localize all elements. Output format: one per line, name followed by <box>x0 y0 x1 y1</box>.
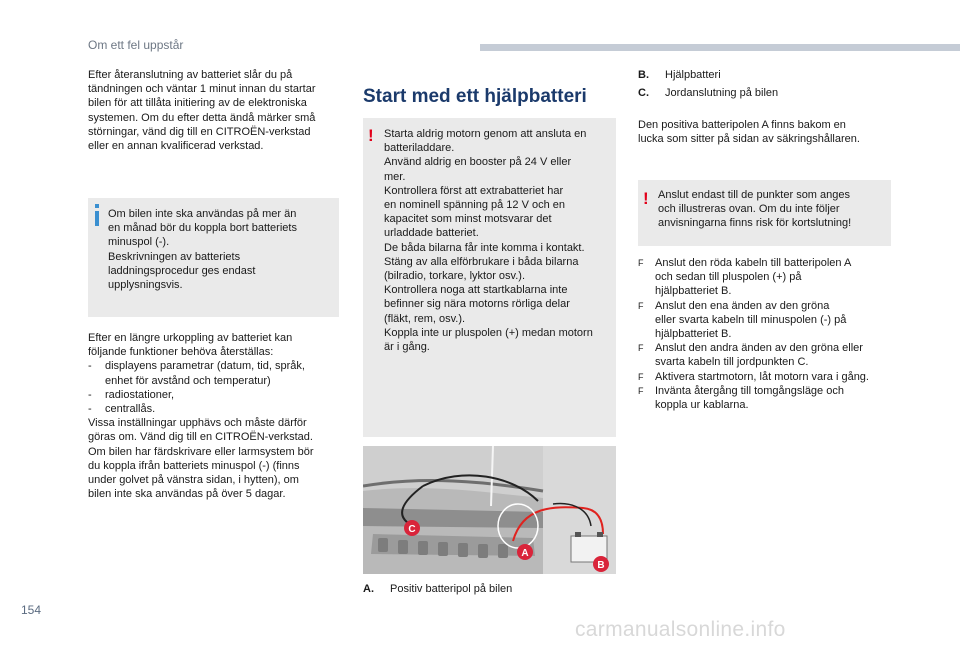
info-text <box>108 207 336 292</box>
list-item: - radiostationer, <box>88 388 175 401</box>
text-line: Efter återanslutning av batteriet slår du på <box>88 69 293 81</box>
text-line: batteriladdare. <box>384 142 455 155</box>
watermark: carmanualsonline.info <box>575 618 786 641</box>
text-line: lucka som sitter på sidan av säkringshållaren. <box>638 133 860 146</box>
text-line: Starta aldrig motorn genom att ansluta en <box>384 128 587 140</box>
text-line: Anslut endast till de punkter som anges <box>658 189 851 201</box>
text-line: urladdade batteriet. <box>384 227 479 240</box>
intro-paragraph <box>88 68 343 153</box>
section-title: Om ett fel uppstår <box>88 38 184 52</box>
text-line: befinner sig nära motorns rörliga delar <box>384 298 570 311</box>
svg-text:A: A <box>521 548 529 559</box>
warning-icon: ! <box>368 126 374 145</box>
text-line: Efter en längre urkoppling av batteriet kan <box>88 332 293 344</box>
text-line: Om bilen inte ska användas på mer än <box>108 208 297 220</box>
text-line: laddningsprocedur ges endast <box>108 264 256 277</box>
jump-start-illustration <box>363 446 616 574</box>
svg-text:B: B <box>597 560 605 571</box>
text-line: och illustreras ovan. Om du inte följer <box>658 203 840 216</box>
text-line: Stäng av alla elförbrukare i båda bilarna <box>384 255 579 268</box>
list-item: - centrallås. <box>88 403 156 416</box>
text-line: en nominell spänning på 12 V och en <box>384 199 566 212</box>
header-bar <box>480 44 960 51</box>
text-line: du koppla ifrån batteriets minuspol (-) (finns <box>88 459 300 472</box>
text-line: under golvet på vänstra sidan, i hytten), om <box>88 474 299 487</box>
text-line: anvisningarna finns risk för kortslutning! <box>658 217 852 230</box>
text-line: systemen. Om du efter detta ändå märker små <box>88 111 316 124</box>
warning-box-main <box>363 118 616 437</box>
text-line: Beskrivningen av batteriets <box>108 250 241 263</box>
step-list <box>638 256 903 412</box>
warning-box-secondary <box>638 180 891 246</box>
list-item: F Anslut den andra änden av den gröna eller svarta kabeln till jordpunkten C. <box>638 342 863 369</box>
positive-pole-paragraph <box>638 118 898 146</box>
text-line: Använd aldrig en booster på 24 V eller <box>384 156 572 169</box>
section-heading: Start med ett hjälpbatteri <box>363 86 587 107</box>
text-line: enhet för avstånd och temperatur) <box>105 374 271 387</box>
info-icon <box>95 211 99 226</box>
reset-paragraph <box>88 331 346 501</box>
list-item: - displayens parametrar (datum, tid, språk, <box>88 360 305 373</box>
text-line: bilen inte ska användas på över 5 dagar. <box>88 488 286 501</box>
text-line: är i gång. <box>384 341 430 354</box>
warning-text <box>658 188 890 231</box>
text-line: Den positiva batteripolen A finns bakom en <box>638 119 846 131</box>
text-line: mer. <box>384 170 406 183</box>
text-line: följande funktioner behöva återställas: <box>88 346 274 359</box>
caption-a: A. Positiv batteripol på bilen <box>363 583 513 595</box>
page-number: 154 <box>21 603 42 617</box>
text-line: minuspol (-). <box>108 236 170 249</box>
text-line: Vissa inställningar upphävs och måste därför <box>88 417 307 430</box>
label-c <box>404 520 420 536</box>
text-line: Kontrollera först att extrabatteriet har <box>384 184 564 197</box>
text-line: (bilradio, torkare, lyktor osv.). <box>384 270 526 283</box>
caption-b: B. Hjälpbatteri <box>638 69 721 81</box>
warning-text <box>384 127 614 354</box>
svg-text:C: C <box>408 524 416 535</box>
list-item: F Anslut den röda kabeln till batteripolen A och sedan till pluspolen (+) på hjälpbatteriet B. <box>638 257 852 298</box>
label-b <box>593 556 609 572</box>
text-line: störningar, vänd dig till en CITROËN-verkstad <box>88 125 311 138</box>
list-item: F Invänta återgång till tomgångsläge och koppla ur kablarna. <box>638 384 844 412</box>
text-line: tändningen och väntar 1 minut innan du startar <box>88 83 316 96</box>
text-line: en månad bör du koppla bort batteriets <box>108 222 297 235</box>
text-line: göras om. Vänd dig till en CITROËN-verkstad. <box>88 431 313 444</box>
text-line: (fläkt, rem, osv.). <box>384 312 466 325</box>
text-line: upplysningsvis. <box>108 279 183 292</box>
text-line: Koppla inte ur pluspolen (+) medan motorn <box>384 326 593 339</box>
text-line: eller en annan kvalificerad verkstad. <box>88 140 264 153</box>
caption-c: C. Jordanslutning på bilen <box>638 87 779 99</box>
text-line: kapacitet som minst motsvarar det <box>384 213 552 226</box>
list-item: F Aktivera startmotorn, låt motorn vara i gång. <box>638 370 869 383</box>
info-box <box>88 198 339 317</box>
label-a <box>517 544 533 560</box>
text-line: Om bilen har färdskrivare eller larmsystem bör <box>88 445 314 458</box>
text-line: Kontrollera noga att startkablarna inte <box>384 284 568 297</box>
text-line: bilen för att tillåta initiering av de elektroniska <box>88 97 307 110</box>
warning-icon: ! <box>643 189 649 208</box>
text-line: De båda bilarna får inte komma i kontakt. <box>384 241 585 254</box>
list-item: F Anslut den ena änden av den gröna eller svarta kabeln till minuspolen (-) på hjälpbatteriet B. <box>638 299 847 341</box>
